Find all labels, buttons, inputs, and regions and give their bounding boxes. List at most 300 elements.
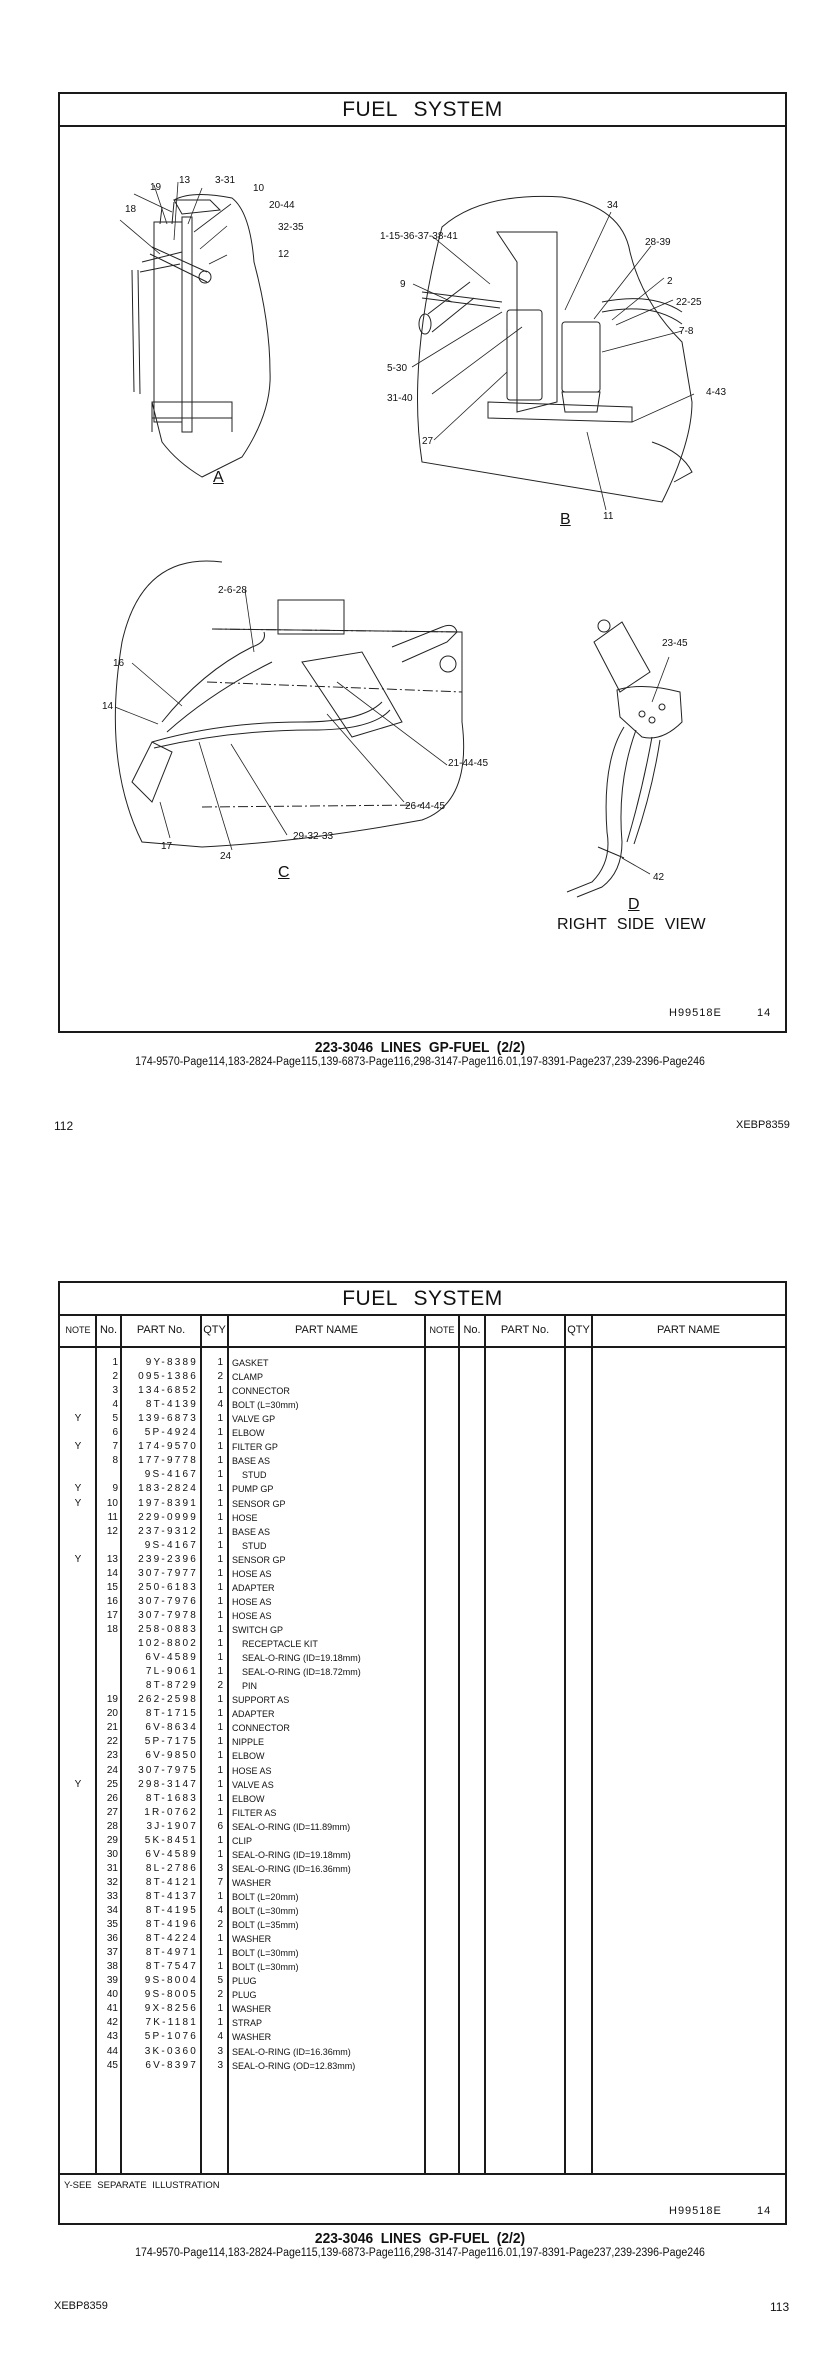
part-number-cell: 307-7977	[138, 1567, 198, 1579]
document-code: XEBP8359	[736, 1119, 790, 1131]
part-number-cell: 8T-1683	[145, 1792, 198, 1804]
table-row	[60, 1595, 424, 1609]
table-row	[60, 1482, 424, 1496]
view-a-leaders	[120, 182, 231, 264]
table-row	[60, 1440, 424, 1454]
view-b-label: B	[560, 511, 571, 528]
item-number-cell: 22	[106, 1736, 118, 1748]
part-name-cell: CONNECTOR	[232, 1386, 290, 1397]
view-d-drawing	[567, 620, 682, 897]
callout-label: 14	[102, 701, 114, 712]
group-page-references: 174-9570-Page114,183-2824-Page115,139-6873-Page116,298-3147-Page116.01,197-8391-Page237,239-2396-Page246	[135, 1056, 705, 1068]
callout-label: 27	[422, 436, 434, 447]
part-name-cell: ELBOW	[232, 1428, 265, 1439]
part-number-cell: 183-2824	[138, 1483, 198, 1495]
part-number-cell: 8T-8729	[145, 1680, 198, 1692]
group-title: 223-3046 LINES GP-FUEL (2/2)	[314, 2230, 526, 2247]
callout-label: 4-43	[706, 387, 727, 398]
quantity-cell: 1	[217, 1483, 223, 1495]
quantity-cell: 3	[217, 2059, 223, 2071]
part-name-cell: STRAP	[232, 2018, 263, 2029]
table-row	[60, 2016, 424, 2030]
column-divider	[484, 1314, 486, 2174]
item-number-cell: 33	[106, 1890, 118, 1902]
quantity-cell: 1	[217, 1764, 223, 1776]
quantity-cell: 1	[217, 1455, 223, 1467]
table-row	[60, 1806, 424, 1820]
header-part-no: PART No.	[136, 1324, 186, 1336]
illustration-ref-index: 14	[757, 2205, 772, 2217]
right-side-view-label: RIGHT SIDE VIEW	[557, 916, 706, 933]
quantity-cell: 1	[217, 1427, 223, 1439]
illustration-ref-index: 14	[757, 1007, 772, 1019]
part-number-cell: 095-1386	[138, 1371, 198, 1382]
part-name-cell: HOSE	[232, 1512, 258, 1523]
quantity-cell: 1	[217, 1539, 223, 1551]
part-number-cell: 7K-1181	[145, 2017, 198, 2029]
quantity-cell: 1	[217, 1694, 223, 1706]
part-number-cell: 8T-7547	[145, 1961, 198, 1973]
table-row	[60, 1623, 424, 1637]
item-number-cell: 5	[112, 1413, 118, 1425]
item-number-cell: 19	[106, 1694, 118, 1706]
item-number-cell: 28	[106, 1820, 118, 1832]
callout-label: 32-35	[278, 222, 304, 233]
item-number-cell: 29	[106, 1834, 118, 1846]
item-number-cell: 3	[112, 1385, 118, 1397]
table-row	[60, 1356, 424, 1370]
header-part-name-right: PART NAME	[657, 1324, 720, 1336]
note-cell: Y	[74, 1497, 82, 1509]
part-number-cell: 298-3147	[138, 1778, 198, 1790]
callout-label: 34	[607, 200, 619, 211]
quantity-cell: 1	[217, 1385, 223, 1397]
part-name-cell: STUD	[242, 1470, 267, 1481]
part-number-cell: 1R-0762	[144, 1806, 198, 1818]
part-number-cell: 8T-4195	[145, 1905, 198, 1916]
part-number-cell: 6V-4589	[145, 1848, 198, 1860]
part-number-cell: 197-8391	[138, 1497, 198, 1509]
callout-label: 26-44-45	[405, 801, 446, 812]
item-number-cell: 14	[106, 1567, 118, 1579]
part-name-cell: SENSOR GP	[232, 1554, 286, 1565]
callout-label: 21-44-45	[448, 758, 489, 769]
table-row	[60, 1581, 424, 1595]
quantity-cell: 1	[217, 1806, 223, 1818]
item-number-cell: 38	[106, 1961, 118, 1973]
part-number-cell: 3J-1907	[146, 1820, 198, 1832]
quantity-cell: 1	[217, 1947, 223, 1959]
table-row	[60, 1525, 424, 1539]
part-name-cell: NIPPLE	[232, 1737, 265, 1748]
item-number-cell: 27	[106, 1806, 118, 1818]
part-name-cell: SEAL-O-RING (ID=18.72mm)	[242, 1667, 361, 1678]
callout-label: 16	[113, 658, 125, 669]
quantity-cell: 6	[217, 1820, 223, 1832]
callout-label: 22-25	[676, 297, 702, 308]
quantity-cell: 4	[217, 1905, 223, 1916]
item-number-cell: 4	[112, 1399, 118, 1411]
item-number-cell: 35	[106, 1919, 118, 1930]
item-number-cell: 32	[106, 1876, 118, 1888]
callout-label: 18	[125, 204, 137, 215]
table-row	[60, 1468, 424, 1482]
part-name-cell: BOLT (L=20mm)	[232, 1891, 299, 1902]
table-row	[60, 1974, 424, 1988]
item-number-cell: 44	[106, 2045, 118, 2057]
part-name-cell: VALVE AS	[232, 1779, 274, 1790]
table-row	[60, 1946, 424, 1960]
table-row	[60, 1918, 424, 1932]
table-row	[60, 1848, 424, 1862]
part-number-cell: 239-2396	[138, 1553, 198, 1565]
item-number-cell: 10	[106, 1497, 118, 1509]
table-row	[60, 1932, 424, 1946]
part-number-cell: 9S-4167	[144, 1469, 198, 1481]
part-number-cell: 134-6852	[138, 1385, 198, 1397]
part-name-cell: HOSE AS	[232, 1765, 272, 1776]
table-row	[60, 2002, 424, 2016]
table-row	[60, 2045, 424, 2059]
part-number-cell: 139-6873	[138, 1413, 198, 1425]
part-name-cell: WASHER	[232, 2032, 272, 2043]
group-title: 223-3046 LINES GP-FUEL (2/2)	[314, 1039, 526, 1056]
part-name-cell: FILTER GP	[232, 1442, 278, 1453]
quantity-cell: 4	[217, 2031, 223, 2043]
item-number-cell: 18	[106, 1623, 118, 1635]
part-name-cell: ADAPTER	[232, 1709, 275, 1720]
header-no-right: No.	[463, 1324, 481, 1336]
callout-label: 23-45	[662, 638, 688, 649]
item-number-cell: 36	[106, 1933, 118, 1945]
part-name-cell: SEAL-O-RING (OD=12.83mm)	[232, 2060, 356, 2071]
item-number-cell: 43	[106, 2031, 118, 2043]
part-number-cell: 8T-4971	[145, 1947, 198, 1959]
callout-label: 28-39	[645, 237, 671, 248]
table-row	[60, 1370, 424, 1384]
item-number-cell: 34	[106, 1905, 118, 1916]
callout-label: 24	[220, 851, 232, 862]
item-number-cell: 31	[106, 1862, 118, 1874]
table-row	[60, 1960, 424, 1974]
part-name-cell: PLUG	[232, 1976, 257, 1987]
part-number-cell: 9X-8256	[144, 2003, 198, 2015]
item-number-cell: 45	[106, 2059, 118, 2071]
item-number-cell: 23	[106, 1750, 118, 1762]
item-number-cell: 39	[106, 1975, 118, 1987]
item-number-cell: 42	[106, 2017, 118, 2029]
part-number-cell: 102-8802	[138, 1638, 198, 1649]
callout-label: 13	[179, 175, 191, 186]
header-qty: QTY	[203, 1324, 226, 1336]
view-a-label: A	[213, 469, 224, 486]
part-number-cell: 6V-8634	[145, 1722, 198, 1734]
page-number: 113	[770, 2300, 790, 2314]
quantity-cell: 1	[217, 1666, 223, 1678]
table-row	[60, 1876, 424, 1890]
quantity-cell: 1	[217, 1413, 223, 1425]
quantity-cell: 1	[217, 1834, 223, 1846]
part-name-cell: WASHER	[232, 2004, 272, 2015]
quantity-cell: 1	[217, 2017, 223, 2029]
item-number-cell: 17	[106, 1609, 118, 1621]
quantity-cell: 1	[217, 1497, 223, 1509]
column-divider	[564, 1314, 566, 2174]
table-row	[60, 1398, 424, 1412]
table-row	[60, 1862, 424, 1876]
part-number-cell: 7L-9061	[145, 1666, 198, 1678]
table-row	[60, 2059, 424, 2073]
callout-label: 42	[653, 872, 665, 883]
header-no: No.	[99, 1324, 118, 1336]
table-body-bottom-rule	[60, 2173, 785, 2175]
part-number-cell: 5K-8451	[144, 1834, 198, 1846]
part-name-cell: ELBOW	[232, 1751, 265, 1762]
part-number-cell: 9S-4167	[144, 1539, 198, 1551]
part-number-cell: 174-9570	[138, 1441, 198, 1453]
item-number-cell: 20	[106, 1708, 118, 1720]
part-number-cell: 237-9312	[138, 1525, 198, 1537]
table-row	[60, 1890, 424, 1904]
part-number-cell: 262-2598	[138, 1694, 198, 1706]
note-cell: Y	[74, 1553, 82, 1565]
part-number-cell: 9S-8004	[144, 1975, 198, 1987]
table-row	[60, 1735, 424, 1749]
table-row	[60, 1834, 424, 1848]
note-cell: Y	[74, 1778, 82, 1790]
callout-label: 2	[667, 276, 673, 287]
part-name-cell: CLAMP	[232, 1372, 264, 1382]
quantity-cell: 1	[217, 1553, 223, 1565]
table-row	[60, 1778, 424, 1792]
callout-label: 11	[603, 511, 614, 522]
part-number-cell: 5P-7175	[144, 1736, 198, 1748]
view-d-leaders	[622, 657, 669, 874]
callout-label: 2-6-28	[218, 585, 247, 596]
column-divider	[458, 1314, 460, 2174]
quantity-cell: 1	[217, 1792, 223, 1804]
part-name-cell: RECEPTACLE KIT	[242, 1639, 318, 1649]
part-name-cell: WASHER	[232, 1934, 272, 1945]
quantity-cell: 3	[217, 2045, 223, 2057]
table-row	[60, 1454, 424, 1468]
item-number-cell: 12	[106, 1525, 118, 1537]
table-row	[60, 1820, 424, 1834]
note-cell: Y	[74, 1413, 82, 1425]
table-row	[60, 1426, 424, 1440]
part-name-cell: SENSOR GP	[232, 1498, 286, 1509]
table-row	[60, 1637, 424, 1651]
quantity-cell: 7	[217, 1876, 223, 1888]
quantity-cell: 2	[217, 1371, 223, 1382]
table-row	[60, 1384, 424, 1398]
part-name-cell: HOSE AS	[232, 1568, 272, 1579]
quantity-cell: 4	[217, 1399, 223, 1411]
part-name-cell: BOLT (L=30mm)	[232, 1948, 299, 1959]
part-name-cell: HOSE AS	[232, 1596, 272, 1607]
table-row	[60, 1988, 424, 2002]
callout-label: 12	[278, 249, 290, 260]
table-row	[60, 2030, 424, 2044]
part-name-cell: SEAL-O-RING (ID=19.18mm)	[242, 1653, 361, 1664]
page-title: FUEL SYSTEM	[60, 94, 785, 127]
item-number-cell: 30	[106, 1848, 118, 1860]
part-number-cell: 307-7975	[138, 1764, 198, 1776]
illustration-frame	[58, 92, 787, 1033]
table-row	[60, 1707, 424, 1721]
item-number-cell: 1	[112, 1357, 118, 1368]
view-a-drawing	[132, 194, 270, 477]
quantity-cell: 1	[217, 1848, 223, 1860]
item-number-cell: 6	[112, 1427, 118, 1439]
callout-label: 1-15-36-37-38-41	[380, 231, 458, 242]
part-number-cell: 5P-4924	[144, 1427, 198, 1439]
part-number-cell: 3K-0360	[144, 2045, 198, 2057]
part-name-cell: SUPPORT AS	[232, 1695, 290, 1706]
part-name-cell: PUMP GP	[232, 1484, 274, 1495]
part-name-cell: PLUG	[232, 1990, 257, 2001]
part-name-cell: HOSE AS	[232, 1610, 272, 1621]
part-number-cell: 6V-8397	[145, 2059, 198, 2071]
document-code: XEBP8359	[54, 2300, 108, 2312]
item-number-cell: 9	[112, 1483, 118, 1495]
part-name-cell: VALVE GP	[232, 1414, 276, 1425]
part-number-cell: 8T-1715	[145, 1708, 198, 1720]
illustration-ref-code: H99518E	[669, 1007, 722, 1019]
quantity-cell: 5	[217, 1975, 223, 1987]
table-header	[60, 1314, 785, 1348]
quantity-cell: 1	[217, 1736, 223, 1748]
part-name-cell: SEAL-O-RING (ID=19.18mm)	[232, 1849, 351, 1860]
item-number-cell: 8	[112, 1455, 118, 1467]
table-row	[60, 1749, 424, 1763]
callout-label: 10	[253, 183, 265, 194]
quantity-cell: 1	[217, 1469, 223, 1481]
table-row	[60, 1792, 424, 1806]
part-number-cell: 5P-1076	[144, 2031, 198, 2043]
part-name-cell: SWITCH GP	[232, 1624, 283, 1635]
callout-label: 31-40	[387, 393, 413, 404]
part-number-cell: 307-7978	[138, 1609, 198, 1621]
callout-label: 19	[150, 182, 162, 193]
header-part-no-right: PART No.	[500, 1324, 550, 1336]
group-page-references: 174-9570-Page114,183-2824-Page115,139-6873-Page116,298-3147-Page116.01,197-8391-Page237,239-2396-Page246	[135, 2247, 705, 2259]
part-name-cell: FILTER AS	[232, 1807, 277, 1818]
quantity-cell: 1	[217, 1581, 223, 1593]
quantity-cell: 2	[217, 1680, 223, 1692]
quantity-cell: 1	[217, 1357, 223, 1368]
quantity-cell: 1	[217, 1441, 223, 1453]
part-name-cell: STUD	[242, 1540, 267, 1551]
header-note-right: NOTE	[429, 1325, 455, 1335]
part-number-cell: 8T-4196	[145, 1919, 198, 1930]
part-number-cell: 9Y-8389	[145, 1357, 198, 1368]
part-number-cell: 177-9778	[138, 1455, 198, 1467]
part-name-cell: PIN	[242, 1681, 258, 1692]
page-number: 112	[54, 1119, 74, 1133]
part-name-cell: SEAL-O-RING (ID=16.36mm)	[232, 2046, 351, 2057]
item-number-cell: 24	[106, 1764, 118, 1776]
item-number-cell: 11	[107, 1511, 118, 1523]
part-number-cell: 8T-4224	[145, 1933, 198, 1945]
table-row	[60, 1412, 424, 1426]
part-number-cell: 9S-8005	[144, 1989, 198, 2001]
part-name-cell: BOLT (L=30mm)	[232, 1400, 299, 1411]
item-number-cell: 7	[112, 1441, 118, 1453]
parts-list-frame	[58, 1281, 787, 2225]
callout-label: 9	[400, 279, 406, 290]
part-name-cell: ELBOW	[232, 1793, 265, 1804]
footnote: Y-SEE SEPARATE ILLUSTRATION	[64, 2180, 220, 2191]
quantity-cell: 3	[217, 1862, 223, 1874]
part-number-cell: 307-7976	[138, 1595, 198, 1607]
quantity-cell: 1	[217, 1652, 223, 1664]
item-number-cell: 40	[106, 1989, 118, 2001]
quantity-cell: 1	[217, 1722, 223, 1734]
illustration-ref-code: H99518E	[669, 2205, 722, 2217]
callout-label: 29-32-33	[293, 831, 334, 842]
table-row	[60, 1764, 424, 1778]
table-row	[60, 1651, 424, 1665]
part-number-cell: 258-0883	[138, 1623, 198, 1635]
view-c-label: C	[278, 864, 290, 881]
quantity-cell: 1	[217, 1961, 223, 1973]
part-number-cell: 8T-4139	[145, 1399, 198, 1411]
quantity-cell: 1	[217, 1609, 223, 1621]
item-number-cell: 25	[106, 1778, 118, 1790]
part-number-cell: 6V-4589	[145, 1652, 198, 1664]
quantity-cell: 1	[217, 1750, 223, 1762]
item-number-cell: 15	[106, 1581, 118, 1593]
table-row	[60, 1553, 424, 1567]
part-name-cell: CONNECTOR	[232, 1723, 290, 1734]
callout-label: 20-44	[269, 200, 295, 211]
item-number-cell: 16	[106, 1595, 118, 1607]
part-name-cell: BOLT (L=30mm)	[232, 1962, 299, 1973]
quantity-cell: 1	[217, 1595, 223, 1607]
part-number-cell: 229-0999	[138, 1511, 198, 1523]
part-number-cell: 8L-2786	[145, 1862, 198, 1874]
header-qty-right: QTY	[567, 1324, 590, 1336]
quantity-cell: 1	[217, 2003, 223, 2015]
quantity-cell: 1	[217, 1638, 223, 1649]
callout-label: 3-31	[215, 175, 236, 186]
callout-label: 17	[161, 841, 173, 852]
callout-label: 7-8	[679, 326, 694, 337]
item-number-cell: 26	[106, 1792, 118, 1804]
table-row	[60, 1567, 424, 1581]
column-divider	[591, 1314, 593, 2174]
part-number-cell: 250-6183	[138, 1581, 198, 1593]
quantity-cell: 2	[217, 1989, 223, 2001]
item-number-cell: 13	[106, 1553, 118, 1565]
table-row	[60, 1679, 424, 1693]
part-name-cell: BOLT (L=30mm)	[232, 1906, 299, 1916]
table-row	[60, 1609, 424, 1623]
part-name-cell: CLIP	[232, 1835, 253, 1846]
item-number-cell: 41	[106, 2003, 118, 2015]
quantity-cell: 1	[217, 1708, 223, 1720]
quantity-cell: 1	[217, 1623, 223, 1635]
part-name-cell: ADAPTER	[232, 1582, 275, 1593]
table-row	[60, 1539, 424, 1553]
table-row	[60, 1511, 424, 1525]
quantity-cell: 1	[217, 1525, 223, 1537]
part-name-cell: GASKET	[232, 1358, 269, 1368]
quantity-cell: 1	[217, 1933, 223, 1945]
header-part-name: PART NAME	[295, 1324, 358, 1336]
note-cell: Y	[74, 1483, 82, 1495]
